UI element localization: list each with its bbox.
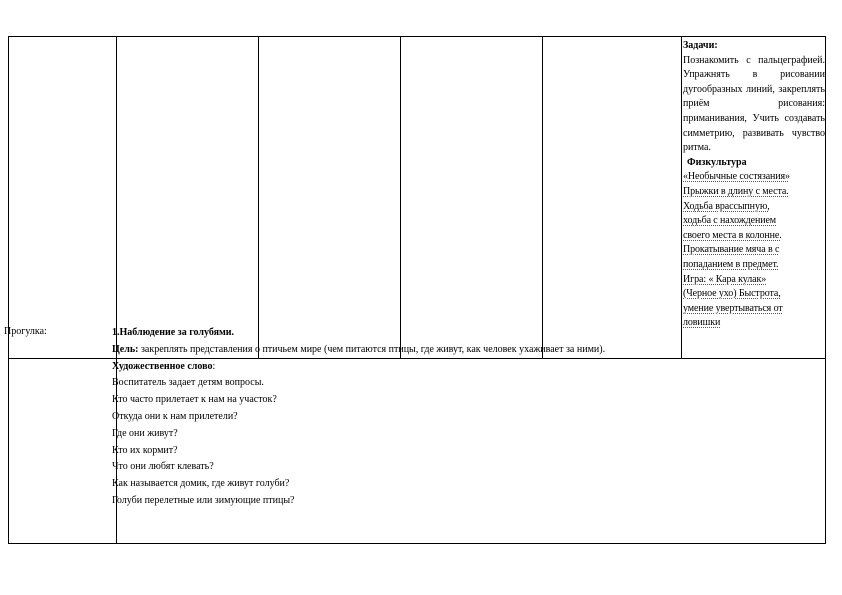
- walk-line: Кто их кормит?: [112, 444, 178, 456]
- artistic-word-colon: :: [212, 360, 216, 372]
- walk-label: Прогулка:: [4, 326, 47, 337]
- pe-line: умение увертываться от: [683, 302, 783, 314]
- pe-line: Прыжки в длину с места.: [683, 185, 789, 197]
- goal-label: Цель:: [112, 343, 139, 355]
- column-divider: [681, 37, 682, 358]
- pe-line: своего места в колонне.: [683, 229, 782, 241]
- column-divider: [542, 37, 543, 358]
- pe-line: Прокатывание мяча в с: [683, 244, 780, 256]
- pe-heading: Физкультура: [687, 156, 747, 168]
- artistic-word: [112, 360, 812, 377]
- column-divider: [400, 37, 401, 358]
- pe-line: попаданием в предмет.: [683, 258, 779, 270]
- pe-line: (Черное ухо) Быстрота,: [683, 288, 781, 300]
- artistic-word-label: Художественное слово: [112, 360, 213, 372]
- pe-line: Игра: « Кара кулак»: [683, 273, 767, 285]
- column-divider: [116, 37, 117, 358]
- walk-title: 1.Наблюдение за голубями.: [112, 327, 235, 338]
- walk-line: Как называется домик, где живут голуби?: [112, 478, 290, 490]
- pe-line: «Необычные состязания»: [683, 171, 790, 183]
- goal-text: закреплять представления о птичьем мире (чем питаются птицы, где живут, как человек ухаживает за ними).: [138, 343, 606, 355]
- pe-line: Ходьба врассыпную,: [683, 200, 770, 212]
- walk-line: Откуда они к нам прилетели?: [112, 410, 238, 422]
- pe-line: ходьба с нахождением: [683, 215, 777, 227]
- pe-lines: [683, 170, 825, 331]
- tasks-heading: Задачи:: [683, 40, 718, 51]
- walk-line: Где они живут?: [112, 427, 178, 439]
- walk-line: Голуби перелетные или зимующие птицы?: [112, 494, 295, 506]
- walk-content: [112, 326, 812, 511]
- column-divider: [258, 37, 259, 358]
- walk-line: Что они любят клевать?: [112, 461, 214, 473]
- walk-line: Кто часто прилетает к нам на участок?: [112, 394, 277, 406]
- walk-goal: [112, 343, 812, 360]
- pe-line: ловишки: [683, 317, 721, 329]
- tasks-text: Познакомить с пальцеграфией. Упражнять в рисовании дугообразных линий, закреплять приём рисования: приманивания, Учить создавать симметрию, развивать чувство ритма.: [683, 54, 825, 154]
- walk-line: Воспитатель задает детям вопросы.: [112, 377, 264, 389]
- tasks-cell: [683, 39, 825, 331]
